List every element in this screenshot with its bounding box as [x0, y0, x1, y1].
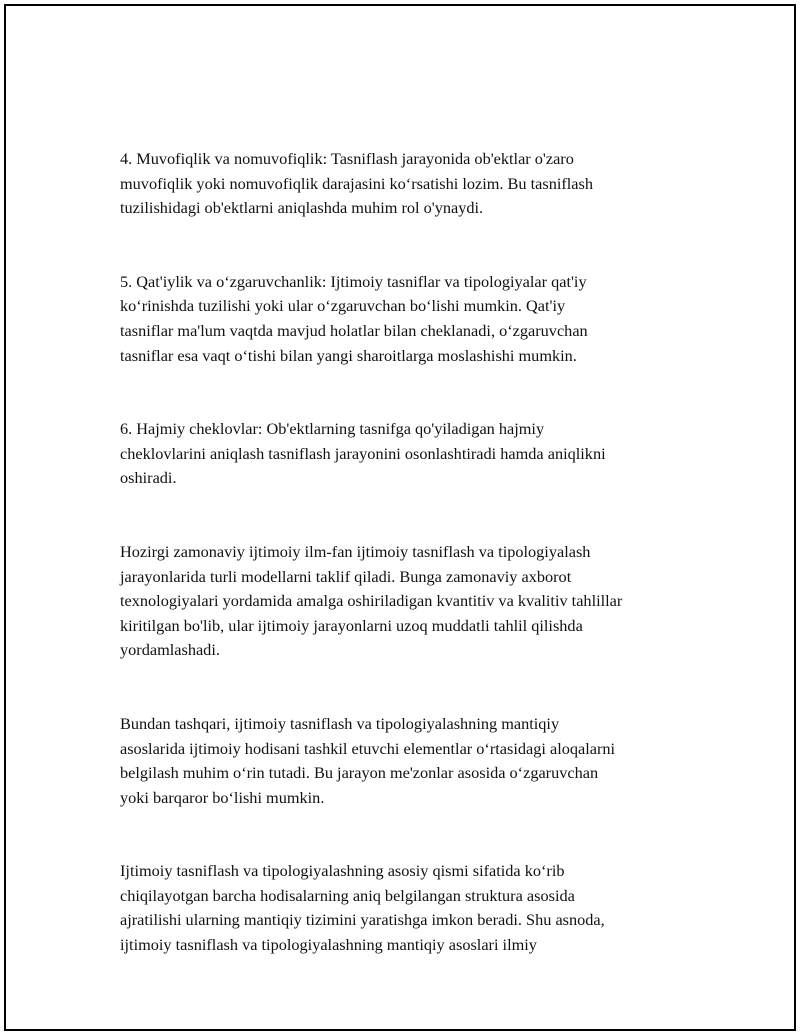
page-frame: [4, 4, 796, 1031]
paragraph-muvofiqlik: 4. Muvofiqlik va nomuvofiqlik: Tasniflash jarayonida ob'ektlar o'zaro muvofiqlik yoki nomuvofiqlik darajasini ko‘rsatishi lozim. Bu tasniflash tuzilishidagi ob'ektlarni aniqlashda muhim rol o'ynaydi.: [120, 149, 594, 218]
paragraph-bundan-tashqari: Bundan tashqari, ijtimoiy tasniflash va tipologiyalashning mantiqiy asoslarida ijtimoiy hodisani tashkil etuvchi elementlar o‘rtasidagi aloqalarni belgilash muhim o‘rin tutadi. Bu jarayon me'zonlar asosida o‘zgaruvchan yoki barqaror bo‘lishi mumkin.: [120, 713, 616, 807]
paragraph-qatiylik: 5. Qat'iylik va o‘zgaruvchanlik: Ijtimoiy tasniflar va tipologiyalar qat'iy ko‘rinishda tuzilishi yoki ular o‘zgaruvchan bo‘lishi mumkin. Qat'iy tasniflar ma'lum vaqtda mavjud holatlar bilan cheklanadi, o‘zgaruvchan tasniflar esa vaqt o‘tishi bilan yangi sharoitlarga moslashishi mumkin.: [120, 271, 588, 365]
paragraph-asosiy-qismi: Ijtimoiy tasniflash va tipologiyalashning asosiy qismi sifatida ko‘rib chiqilayotgan barcha hodisalarning aniq belgilangan struktura asosida ajratilishi ularning mantiqiy tizimini yaratishga imkon beradi. Shu asnoda, ijtimoiy tasniflash va tipologiyalashning mantiqiy asoslari ilmiy: [120, 861, 605, 955]
paragraph-hajmiy-cheklovlar: 6. Hajmiy cheklovlar: Ob'ektlarning tasnifga qo'yiladigan hajmiy cheklovlarini aniqlash tasniflash jarayonini osonlashtiradi hamda aniqlikni oshiradi.: [120, 419, 606, 488]
paragraph-zamonaviy-ilm-fan: Hozirgi zamonaviy ijtimoiy ilm-fan ijtimoiy tasniflash va tipologiyalash jarayonlarida turli modellarni taklif qiladi. Bunga zamonaviy axborot texnologiyalari yordamida amalga oshiriladigan kvantitiv va kvalitiv tahlillar kiritilgan bo'lib, ular ijtimoiy jarayonlarni uzoq muddatli tahlil qilishda yordamlashadi.: [120, 541, 623, 660]
document-body: [120, 147, 700, 1007]
